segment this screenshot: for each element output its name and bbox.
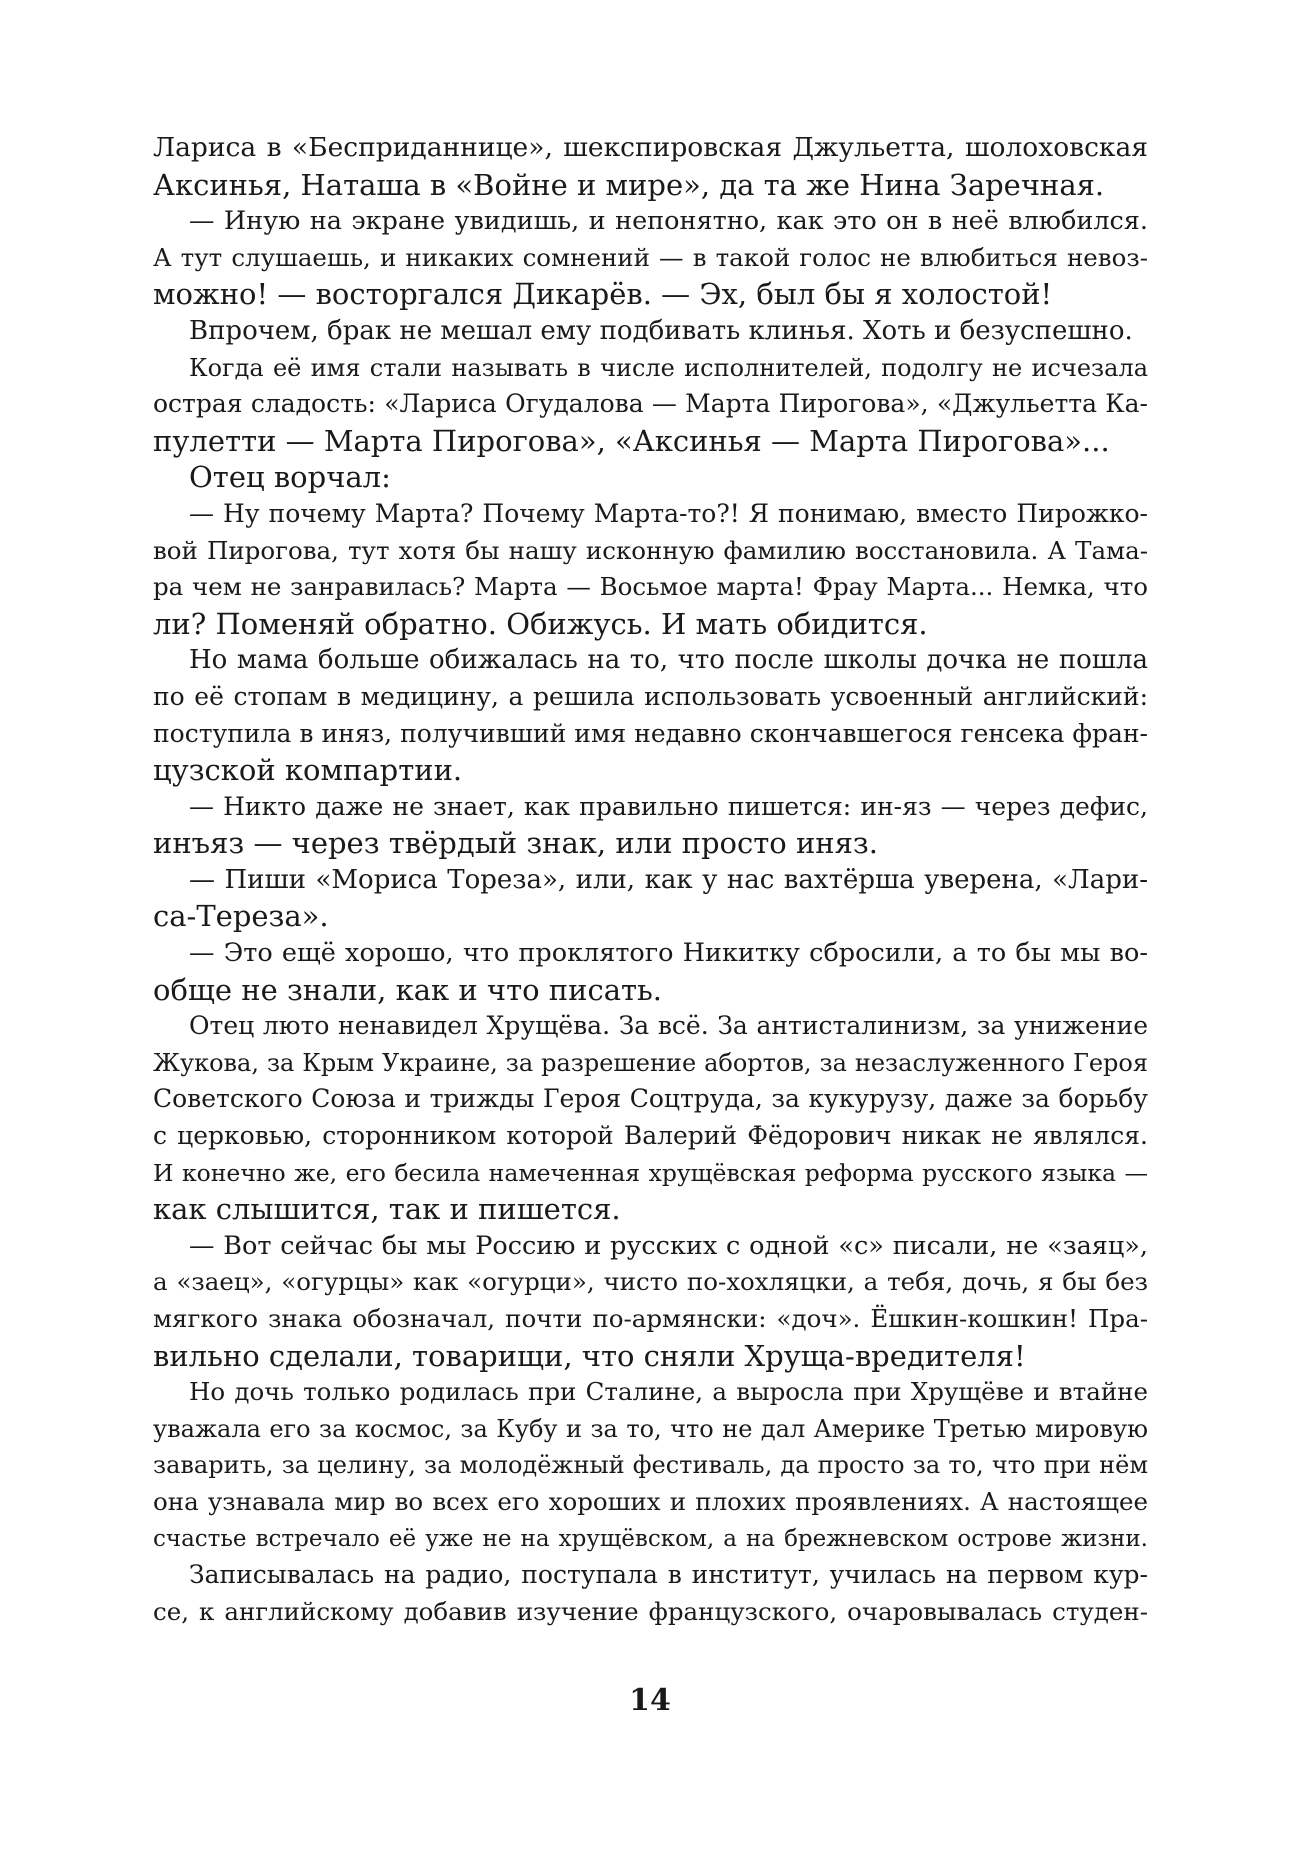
text-line: она узнавала мир во всех его хороших и плохих проявлениях. А настоящее [153, 1486, 1148, 1516]
text-line: Советского Союза и трижды Героя Соцтруда, за кукурузу, даже за борьбу [153, 1084, 1148, 1114]
text-line: А тут слушаешь, и никаких сомнений — в такой голос не влюбиться невоз- [153, 242, 1148, 272]
text-line: с церковью, сторонником которой Валерий Фёдорович никак не являлся. [153, 1121, 1148, 1151]
text-line: — Никто даже не знает, как правильно пишется: ин-яз — через дефис, [189, 791, 1148, 821]
text-line: са-Тереза». [153, 899, 329, 934]
text-line: — Пиши «Мориса Тореза», или, как у нас вахтёрша уверена, «Лари- [189, 864, 1148, 895]
text-line: вой Пирогова, тут хотя бы нашу исконную фамилию восстановила. А Тама- [153, 535, 1148, 565]
text-line: по её стопам в медицину, а решила использовать усвоенный английский: [153, 681, 1148, 711]
text-line: пулетти — Марта Пирогова», «Аксинья — Марта Пирогова»... [153, 423, 1110, 458]
text-line: Но мама больше обижалась на то, что после школы дочка не пошла [189, 645, 1148, 676]
text-line: счастье встречало её уже не на хрущёвском, а на брежневском острове жизни. [153, 1525, 1148, 1552]
text-line: Но дочь только родилась при Сталине, а выросла при Хрущёве и втайне [189, 1377, 1148, 1407]
text-line: ра чем не занравилась? Марта — Восьмое марта! Фрау Марта... Немка, что [153, 572, 1148, 602]
text-line: уважала его за космос, за Кубу и за то, что не дал Америке Третью мировую [153, 1414, 1148, 1443]
text-line: инъяз — через твёрдый знак, или просто иняз. [153, 826, 878, 861]
text-line: И конечно же, его бесила намеченная хрущёвская реформа русского языка — [153, 1158, 1148, 1187]
text-line: вильно сделали, товарищи, что сняли Хруща-вредителя! [153, 1338, 1026, 1373]
text-line: заварить, за целину, за молодёжный фестиваль, да просто за то, что при нём [153, 1451, 1148, 1480]
page-number: 14 [629, 1683, 671, 1718]
text-line: цузской компартии. [153, 753, 463, 788]
text-line: се, к английскому добавив изучение французского, очаровывалась студен- [153, 1596, 1148, 1626]
text-line: Записывалась на радио, поступала в институт, училась на первом кур- [189, 1560, 1148, 1590]
text-line: как слышится, так и пишется. [153, 1192, 621, 1227]
text-line: мягкого знака обозначал, почти по-армянски: «доч». Ёшкин-кошкин! Пра- [153, 1304, 1148, 1333]
text-line: Впрочем, брак не мешал ему подбивать клинья. Хоть и безуспешно. [189, 315, 1133, 346]
text-line: Аксинья, Наташа в «Войне и мире», да та же Нина Заречная. [153, 167, 1105, 202]
text-line: острая сладость: «Лариса Огудалова — Марта Пирогова», «Джульетта Ка- [153, 389, 1148, 419]
text-line: Отец ворчал: [189, 460, 391, 495]
text-line: Лариса в «Бесприданнице», шекспировская Джульетта, шолоховская [153, 132, 1148, 163]
text-line: — Ну почему Марта? Почему Марта-то?! Я понимаю, вместо Пирожко- [189, 498, 1148, 528]
text-line: ли? Поменяй обратно. Обижусь. И мать обидится. [153, 606, 928, 641]
text-line: а «заец», «огурцы» как «огурци», чисто по-хохляцки, а тебя, дочь, я бы без [153, 1267, 1148, 1297]
page-body [153, 130, 1148, 1630]
text-line: поступила в иняз, получивший имя недавно скончавшегося генсека фран- [153, 718, 1148, 748]
text-line: Когда её имя стали называть в числе исполнителей, подолгу не исчезала [189, 353, 1148, 382]
text-line: Жукова, за Крым Украине, за разрешение абортов, за незаслуженного Героя [153, 1048, 1148, 1077]
text-line: — Это ещё хорошо, что проклятого Никитку сбросили, а то бы мы во- [189, 938, 1148, 969]
text-line: — Вот сейчас бы мы Россию и русских с одной «с» писали, не «заяц», [189, 1230, 1148, 1261]
text-line: — Иную на экране увидишь, и непонятно, как это он в неё влюбился. [189, 206, 1148, 237]
text-line: обще не знали, как и что писать. [153, 972, 663, 1007]
text-line: Отец люто ненавидел Хрущёва. За всё. За антисталинизм, за унижение [189, 1011, 1148, 1041]
text-line: можно! — восторгался Дикарёв. — Эх, был бы я холостой! [153, 277, 1053, 312]
